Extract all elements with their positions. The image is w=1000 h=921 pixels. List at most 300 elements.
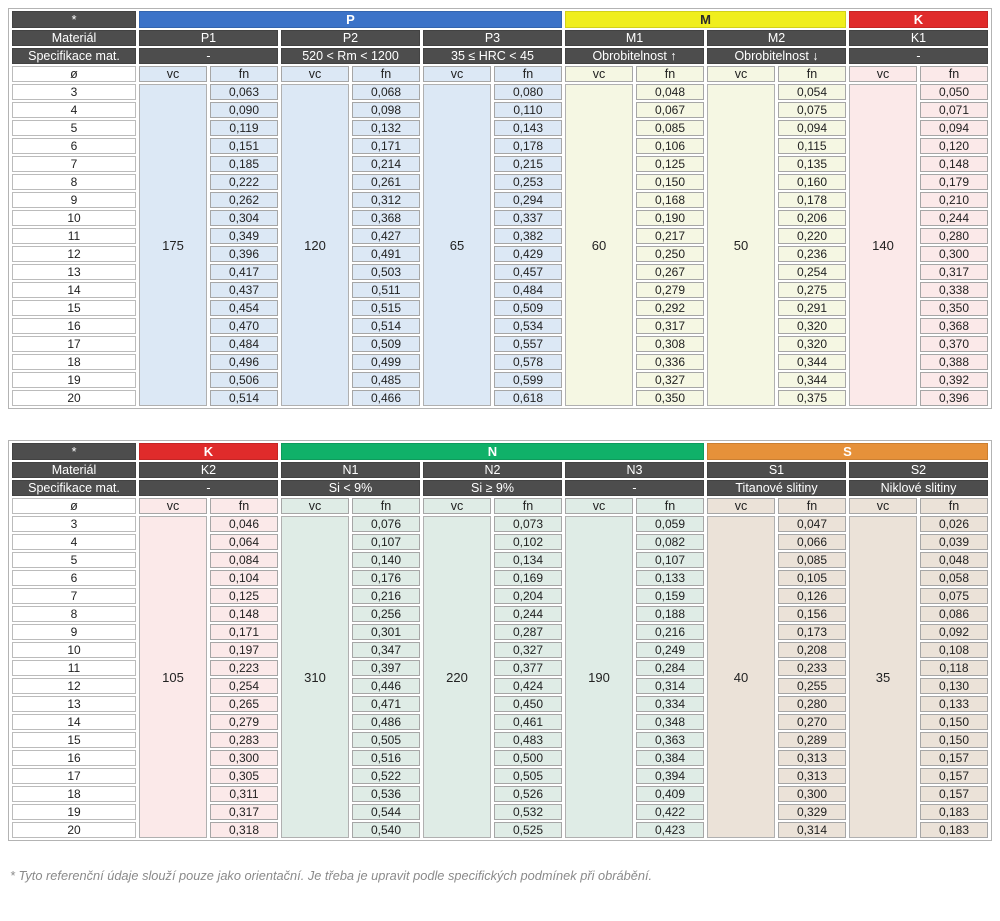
material-N3-header: N3	[565, 462, 704, 478]
vc-header-P2: vc	[281, 66, 349, 82]
asterisk-header-cell: *	[12, 11, 136, 28]
cutting-table-1	[8, 8, 992, 409]
fn-value-N3-d14: 0,348	[636, 714, 704, 730]
fn-value-K2-d18: 0,311	[210, 786, 278, 802]
fn-value-N3-d9: 0,216	[636, 624, 704, 640]
fn-value-K2-d5: 0,084	[210, 552, 278, 568]
fn-header-N3: fn	[636, 498, 704, 514]
group-N-band-cell: N	[281, 443, 704, 460]
fn-value-N2-d5: 0,134	[494, 552, 562, 568]
fn-value-P1-d20: 0,514	[210, 390, 278, 406]
diameter-cell: 17	[12, 768, 136, 784]
fn-value-N2-d20: 0,525	[494, 822, 562, 838]
fn-value-K1-d10: 0,244	[920, 210, 988, 226]
fn-value-M2-d3: 0,054	[778, 84, 846, 100]
fn-value-K1-d15: 0,350	[920, 300, 988, 316]
material-row	[12, 30, 988, 46]
group-band-row	[12, 443, 988, 460]
spec-N2-cell: Si ≥ 9%	[423, 480, 562, 496]
fn-value-S2-d10: 0,108	[920, 642, 988, 658]
fn-value-P2-d13: 0,503	[352, 264, 420, 280]
fn-value-N1-d9: 0,301	[352, 624, 420, 640]
group-K-band-cell: K	[139, 443, 278, 460]
fn-value-N3-d17: 0,394	[636, 768, 704, 784]
fn-value-N1-d11: 0,397	[352, 660, 420, 676]
fn-value-S1-d17: 0,313	[778, 768, 846, 784]
fn-value-K1-d4: 0,071	[920, 102, 988, 118]
fn-value-K2-d14: 0,279	[210, 714, 278, 730]
diameter-cell: 6	[12, 138, 136, 154]
fn-value-S1-d13: 0,280	[778, 696, 846, 712]
fn-value-M2-d7: 0,135	[778, 156, 846, 172]
fn-value-N1-d17: 0,522	[352, 768, 420, 784]
material-row-label: Materiál	[12, 462, 136, 478]
fn-value-M1-d5: 0,085	[636, 120, 704, 136]
fn-value-S2-d18: 0,157	[920, 786, 988, 802]
diameter-cell: 20	[12, 390, 136, 406]
fn-value-P1-d9: 0,262	[210, 192, 278, 208]
fn-value-P2-d17: 0,509	[352, 336, 420, 352]
fn-value-M2-d9: 0,178	[778, 192, 846, 208]
fn-value-P3-d17: 0,557	[494, 336, 562, 352]
fn-value-N3-d15: 0,363	[636, 732, 704, 748]
spec-row	[12, 48, 988, 64]
fn-value-S2-d3: 0,026	[920, 516, 988, 532]
fn-value-M1-d17: 0,308	[636, 336, 704, 352]
fn-value-P3-d13: 0,457	[494, 264, 562, 280]
fn-value-N1-d8: 0,256	[352, 606, 420, 622]
fn-value-M1-d8: 0,150	[636, 174, 704, 190]
fn-value-P3-d18: 0,578	[494, 354, 562, 370]
spec-K2-cell: -	[139, 480, 278, 496]
diameter-cell: 13	[12, 264, 136, 280]
fn-value-N1-d14: 0,486	[352, 714, 420, 730]
vc-header-N1: vc	[281, 498, 349, 514]
fn-value-K2-d20: 0,318	[210, 822, 278, 838]
group-M-band-cell: M	[565, 11, 846, 28]
fn-value-S1-d6: 0,105	[778, 570, 846, 586]
fn-value-S2-d20: 0,183	[920, 822, 988, 838]
spec-P1-cell: -	[139, 48, 278, 64]
spec-row-label: Specifikace mat.	[12, 48, 136, 64]
cutting-data-tables	[8, 8, 992, 841]
fn-value-M1-d3: 0,048	[636, 84, 704, 100]
vc-value-P2: 120	[281, 84, 349, 406]
fn-header-S1: fn	[778, 498, 846, 514]
material-N1-header: N1	[281, 462, 420, 478]
fn-value-N1-d7: 0,216	[352, 588, 420, 604]
fn-value-K2-d4: 0,064	[210, 534, 278, 550]
fn-value-S1-d18: 0,300	[778, 786, 846, 802]
fn-value-S1-d14: 0,270	[778, 714, 846, 730]
data-row-d3	[12, 516, 988, 532]
diameter-cell: 7	[12, 588, 136, 604]
fn-header-S2: fn	[920, 498, 988, 514]
material-K1-header: K1	[849, 30, 988, 46]
fn-value-K1-d17: 0,370	[920, 336, 988, 352]
fn-value-S2-d19: 0,183	[920, 804, 988, 820]
fn-value-P3-d3: 0,080	[494, 84, 562, 100]
fn-value-P3-d10: 0,337	[494, 210, 562, 226]
fn-value-P1-d13: 0,417	[210, 264, 278, 280]
fn-value-P2-d6: 0,171	[352, 138, 420, 154]
diameter-cell: 12	[12, 678, 136, 694]
fn-value-N2-d10: 0,327	[494, 642, 562, 658]
spec-P2-cell: 520 < Rm < 1200	[281, 48, 420, 64]
fn-value-P3-d5: 0,143	[494, 120, 562, 136]
fn-value-N3-d18: 0,409	[636, 786, 704, 802]
fn-value-P3-d11: 0,382	[494, 228, 562, 244]
fn-value-N2-d15: 0,483	[494, 732, 562, 748]
fn-value-M2-d12: 0,236	[778, 246, 846, 262]
material-P2-header: P2	[281, 30, 420, 46]
fn-value-P1-d7: 0,185	[210, 156, 278, 172]
diameter-cell: 13	[12, 696, 136, 712]
fn-value-K2-d17: 0,305	[210, 768, 278, 784]
fn-value-M1-d13: 0,267	[636, 264, 704, 280]
fn-value-P2-d16: 0,514	[352, 318, 420, 334]
spec-S1-cell: Titanové slitiny	[707, 480, 846, 496]
fn-value-K2-d9: 0,171	[210, 624, 278, 640]
fn-value-P1-d12: 0,396	[210, 246, 278, 262]
fn-value-N1-d15: 0,505	[352, 732, 420, 748]
fn-value-P2-d4: 0,098	[352, 102, 420, 118]
fn-value-P3-d8: 0,253	[494, 174, 562, 190]
diameter-cell: 9	[12, 192, 136, 208]
group-S-band-cell: S	[707, 443, 988, 460]
fn-header-K2: fn	[210, 498, 278, 514]
fn-value-K2-d16: 0,300	[210, 750, 278, 766]
fn-value-P2-d20: 0,466	[352, 390, 420, 406]
fn-value-K1-d9: 0,210	[920, 192, 988, 208]
diameter-cell: 15	[12, 300, 136, 316]
fn-value-N1-d10: 0,347	[352, 642, 420, 658]
fn-value-N3-d10: 0,249	[636, 642, 704, 658]
fn-value-N3-d19: 0,422	[636, 804, 704, 820]
diameter-cell: 5	[12, 120, 136, 136]
diameter-cell: 20	[12, 822, 136, 838]
asterisk-header-cell: *	[12, 443, 136, 460]
fn-value-N2-d7: 0,204	[494, 588, 562, 604]
fn-value-M2-d13: 0,254	[778, 264, 846, 280]
fn-value-S2-d4: 0,039	[920, 534, 988, 550]
fn-value-P2-d12: 0,491	[352, 246, 420, 262]
fn-value-P1-d4: 0,090	[210, 102, 278, 118]
fn-value-K1-d3: 0,050	[920, 84, 988, 100]
fn-value-M2-d5: 0,094	[778, 120, 846, 136]
fn-value-S2-d5: 0,048	[920, 552, 988, 568]
fn-value-P1-d10: 0,304	[210, 210, 278, 226]
fn-value-S2-d7: 0,075	[920, 588, 988, 604]
vc-header-K1: vc	[849, 66, 917, 82]
fn-value-M2-d18: 0,344	[778, 354, 846, 370]
fn-value-M2-d16: 0,320	[778, 318, 846, 334]
spec-S2-cell: Niklové slitiny	[849, 480, 988, 496]
fn-value-P3-d16: 0,534	[494, 318, 562, 334]
fn-value-K2-d3: 0,046	[210, 516, 278, 532]
diameter-header-cell: ø	[12, 498, 136, 514]
vc-value-P1: 175	[139, 84, 207, 406]
fn-value-K1-d11: 0,280	[920, 228, 988, 244]
fn-value-S2-d6: 0,058	[920, 570, 988, 586]
fn-value-P1-d17: 0,484	[210, 336, 278, 352]
fn-value-M2-d4: 0,075	[778, 102, 846, 118]
fn-value-P3-d19: 0,599	[494, 372, 562, 388]
diameter-cell: 5	[12, 552, 136, 568]
fn-value-N2-d17: 0,505	[494, 768, 562, 784]
diameter-header-cell: ø	[12, 66, 136, 82]
fn-value-M1-d10: 0,190	[636, 210, 704, 226]
fn-value-P1-d16: 0,470	[210, 318, 278, 334]
data-row-d3	[12, 84, 988, 100]
spec-M1-cell: Obrobitelnost ↑	[565, 48, 704, 64]
fn-header-K1: fn	[920, 66, 988, 82]
fn-value-K1-d13: 0,317	[920, 264, 988, 280]
fn-value-K1-d8: 0,179	[920, 174, 988, 190]
spec-N1-cell: Si < 9%	[281, 480, 420, 496]
diameter-cell: 8	[12, 174, 136, 190]
fn-value-M1-d11: 0,217	[636, 228, 704, 244]
fn-value-K1-d18: 0,388	[920, 354, 988, 370]
footnote: * Tyto referenční údaje slouží pouze jako orientační. Je třeba je upravit podle specifických podmínek při obrábění.	[10, 868, 653, 883]
fn-value-P2-d10: 0,368	[352, 210, 420, 226]
fn-value-S1-d8: 0,156	[778, 606, 846, 622]
vc-value-N2: 220	[423, 516, 491, 838]
diameter-cell: 14	[12, 714, 136, 730]
vc-value-P3: 65	[423, 84, 491, 406]
fn-value-N1-d13: 0,471	[352, 696, 420, 712]
fn-value-P2-d18: 0,499	[352, 354, 420, 370]
fn-value-M1-d4: 0,067	[636, 102, 704, 118]
material-M2-header: M2	[707, 30, 846, 46]
group-band-row	[12, 11, 988, 28]
fn-value-M1-d12: 0,250	[636, 246, 704, 262]
fn-value-K1-d7: 0,148	[920, 156, 988, 172]
fn-value-N3-d16: 0,384	[636, 750, 704, 766]
fn-header-P2: fn	[352, 66, 420, 82]
fn-value-K2-d11: 0,223	[210, 660, 278, 676]
vcfn-header-row	[12, 498, 988, 514]
diameter-cell: 12	[12, 246, 136, 262]
fn-value-P2-d15: 0,515	[352, 300, 420, 316]
vc-header-M1: vc	[565, 66, 633, 82]
fn-value-N2-d16: 0,500	[494, 750, 562, 766]
fn-value-S1-d12: 0,255	[778, 678, 846, 694]
fn-value-N3-d5: 0,107	[636, 552, 704, 568]
fn-value-P3-d20: 0,618	[494, 390, 562, 406]
fn-header-P3: fn	[494, 66, 562, 82]
fn-value-N2-d6: 0,169	[494, 570, 562, 586]
fn-header-M2: fn	[778, 66, 846, 82]
fn-value-N2-d19: 0,532	[494, 804, 562, 820]
diameter-cell: 6	[12, 570, 136, 586]
fn-value-K1-d16: 0,368	[920, 318, 988, 334]
fn-value-M2-d10: 0,206	[778, 210, 846, 226]
vc-value-N1: 310	[281, 516, 349, 838]
fn-value-N3-d4: 0,082	[636, 534, 704, 550]
vc-header-P1: vc	[139, 66, 207, 82]
vc-value-N3: 190	[565, 516, 633, 838]
diameter-cell: 3	[12, 516, 136, 532]
fn-value-K2-d10: 0,197	[210, 642, 278, 658]
fn-value-K2-d7: 0,125	[210, 588, 278, 604]
fn-value-P1-d18: 0,496	[210, 354, 278, 370]
fn-value-P2-d7: 0,214	[352, 156, 420, 172]
fn-value-N2-d18: 0,526	[494, 786, 562, 802]
fn-value-P2-d5: 0,132	[352, 120, 420, 136]
diameter-cell: 15	[12, 732, 136, 748]
fn-value-K2-d12: 0,254	[210, 678, 278, 694]
fn-value-P3-d6: 0,178	[494, 138, 562, 154]
diameter-cell: 10	[12, 210, 136, 226]
fn-value-P1-d6: 0,151	[210, 138, 278, 154]
fn-value-K1-d12: 0,300	[920, 246, 988, 262]
fn-value-N2-d13: 0,450	[494, 696, 562, 712]
diameter-cell: 8	[12, 606, 136, 622]
vcfn-header-row	[12, 66, 988, 82]
fn-value-S1-d10: 0,208	[778, 642, 846, 658]
fn-value-N2-d14: 0,461	[494, 714, 562, 730]
vc-value-S2: 35	[849, 516, 917, 838]
fn-value-P1-d14: 0,437	[210, 282, 278, 298]
diameter-cell: 18	[12, 786, 136, 802]
fn-value-K2-d19: 0,317	[210, 804, 278, 820]
spec-K1-cell: -	[849, 48, 988, 64]
vc-value-S1: 40	[707, 516, 775, 838]
diameter-cell: 4	[12, 102, 136, 118]
fn-value-S1-d11: 0,233	[778, 660, 846, 676]
fn-value-S1-d16: 0,313	[778, 750, 846, 766]
fn-value-N3-d6: 0,133	[636, 570, 704, 586]
fn-header-N2: fn	[494, 498, 562, 514]
fn-value-M2-d14: 0,275	[778, 282, 846, 298]
fn-value-S1-d3: 0,047	[778, 516, 846, 532]
fn-value-P3-d15: 0,509	[494, 300, 562, 316]
diameter-cell: 19	[12, 372, 136, 388]
fn-value-P1-d5: 0,119	[210, 120, 278, 136]
group-K-band-cell: K	[849, 11, 988, 28]
diameter-cell: 14	[12, 282, 136, 298]
cutting-table-2	[8, 440, 992, 841]
fn-value-M1-d20: 0,350	[636, 390, 704, 406]
fn-value-K2-d15: 0,283	[210, 732, 278, 748]
fn-value-M1-d7: 0,125	[636, 156, 704, 172]
vc-header-M2: vc	[707, 66, 775, 82]
fn-value-K1-d14: 0,338	[920, 282, 988, 298]
fn-value-S2-d13: 0,133	[920, 696, 988, 712]
fn-value-N2-d9: 0,287	[494, 624, 562, 640]
vc-header-P3: vc	[423, 66, 491, 82]
fn-value-N1-d3: 0,076	[352, 516, 420, 532]
material-row-label: Materiál	[12, 30, 136, 46]
fn-value-S1-d19: 0,329	[778, 804, 846, 820]
fn-value-N3-d3: 0,059	[636, 516, 704, 532]
fn-value-N1-d5: 0,140	[352, 552, 420, 568]
fn-value-P3-d7: 0,215	[494, 156, 562, 172]
fn-value-K1-d19: 0,392	[920, 372, 988, 388]
fn-value-S1-d7: 0,126	[778, 588, 846, 604]
fn-value-P2-d11: 0,427	[352, 228, 420, 244]
material-P3-header: P3	[423, 30, 562, 46]
fn-value-N1-d20: 0,540	[352, 822, 420, 838]
fn-value-N3-d7: 0,159	[636, 588, 704, 604]
fn-value-S2-d14: 0,150	[920, 714, 988, 730]
fn-value-M1-d15: 0,292	[636, 300, 704, 316]
fn-value-P3-d14: 0,484	[494, 282, 562, 298]
fn-value-M1-d14: 0,279	[636, 282, 704, 298]
fn-value-P1-d3: 0,063	[210, 84, 278, 100]
vc-header-S1: vc	[707, 498, 775, 514]
fn-value-M2-d8: 0,160	[778, 174, 846, 190]
fn-value-S2-d17: 0,157	[920, 768, 988, 784]
fn-value-M1-d9: 0,168	[636, 192, 704, 208]
fn-value-N1-d19: 0,544	[352, 804, 420, 820]
fn-value-P3-d9: 0,294	[494, 192, 562, 208]
diameter-cell: 9	[12, 624, 136, 640]
fn-value-P1-d15: 0,454	[210, 300, 278, 316]
material-P1-header: P1	[139, 30, 278, 46]
fn-value-N3-d12: 0,314	[636, 678, 704, 694]
fn-value-N1-d16: 0,516	[352, 750, 420, 766]
vc-value-K1: 140	[849, 84, 917, 406]
fn-value-N2-d11: 0,377	[494, 660, 562, 676]
fn-value-N3-d20: 0,423	[636, 822, 704, 838]
fn-value-S1-d9: 0,173	[778, 624, 846, 640]
fn-value-S2-d16: 0,157	[920, 750, 988, 766]
diameter-cell: 10	[12, 642, 136, 658]
diameter-cell: 17	[12, 336, 136, 352]
fn-value-P2-d9: 0,312	[352, 192, 420, 208]
fn-value-P2-d19: 0,485	[352, 372, 420, 388]
fn-value-N1-d6: 0,176	[352, 570, 420, 586]
fn-value-M2-d17: 0,320	[778, 336, 846, 352]
fn-header-M1: fn	[636, 66, 704, 82]
vc-value-M2: 50	[707, 84, 775, 406]
fn-header-P1: fn	[210, 66, 278, 82]
fn-value-N2-d4: 0,102	[494, 534, 562, 550]
fn-value-N1-d18: 0,536	[352, 786, 420, 802]
fn-value-K1-d5: 0,094	[920, 120, 988, 136]
fn-value-K2-d8: 0,148	[210, 606, 278, 622]
fn-value-P2-d3: 0,068	[352, 84, 420, 100]
fn-value-S2-d8: 0,086	[920, 606, 988, 622]
diameter-cell: 7	[12, 156, 136, 172]
fn-value-K2-d6: 0,104	[210, 570, 278, 586]
fn-value-P1-d8: 0,222	[210, 174, 278, 190]
fn-value-N3-d11: 0,284	[636, 660, 704, 676]
fn-value-S2-d9: 0,092	[920, 624, 988, 640]
fn-value-K1-d6: 0,120	[920, 138, 988, 154]
fn-value-N2-d3: 0,073	[494, 516, 562, 532]
diameter-cell: 11	[12, 228, 136, 244]
fn-value-P1-d19: 0,506	[210, 372, 278, 388]
fn-value-N3-d13: 0,334	[636, 696, 704, 712]
diameter-cell: 16	[12, 318, 136, 334]
fn-value-M2-d20: 0,375	[778, 390, 846, 406]
vc-header-N2: vc	[423, 498, 491, 514]
fn-value-S1-d5: 0,085	[778, 552, 846, 568]
diameter-cell: 16	[12, 750, 136, 766]
fn-value-N3-d8: 0,188	[636, 606, 704, 622]
fn-value-S1-d15: 0,289	[778, 732, 846, 748]
fn-value-S2-d11: 0,118	[920, 660, 988, 676]
fn-value-M1-d16: 0,317	[636, 318, 704, 334]
fn-value-M2-d19: 0,344	[778, 372, 846, 388]
material-S2-header: S2	[849, 462, 988, 478]
fn-value-S1-d4: 0,066	[778, 534, 846, 550]
fn-value-M2-d15: 0,291	[778, 300, 846, 316]
diameter-cell: 3	[12, 84, 136, 100]
